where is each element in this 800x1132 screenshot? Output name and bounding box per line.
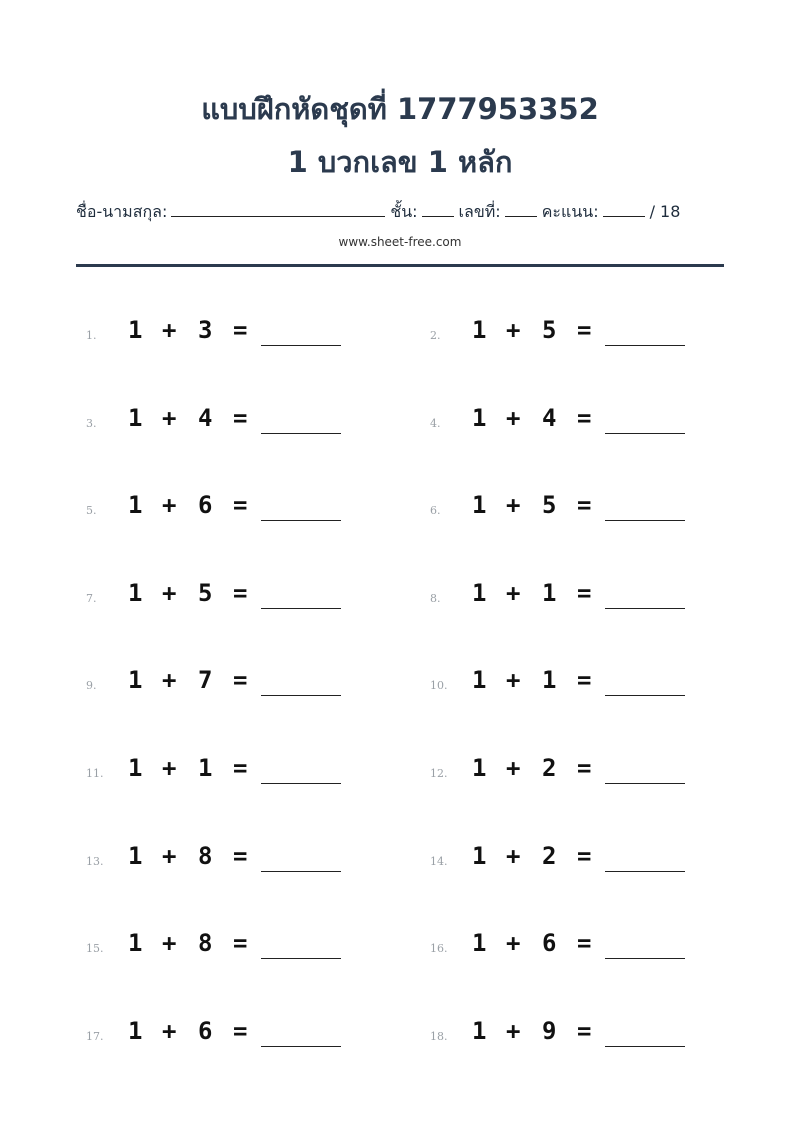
first-operand: 1	[472, 666, 487, 695]
answer-blank[interactable]	[261, 520, 341, 521]
answer-blank[interactable]	[261, 345, 341, 346]
class-blank[interactable]	[422, 200, 454, 217]
first-operand: 1	[128, 841, 143, 870]
worksheet-subtitle: 1 บวกเลข 1 หลัก	[287, 145, 513, 179]
equals-sign: =	[233, 666, 248, 695]
problem-number: 2.	[430, 329, 441, 342]
operator-plus: +	[506, 1016, 521, 1045]
equals-sign: =	[577, 929, 592, 958]
equals-sign: =	[577, 1016, 592, 1045]
operator-plus: +	[162, 841, 177, 870]
first-operand: 1	[472, 403, 487, 432]
problem-number: 11.	[86, 767, 104, 780]
equals-sign: =	[577, 491, 592, 520]
operator-plus: +	[162, 316, 177, 344]
number-blank[interactable]	[505, 200, 537, 217]
answer-blank[interactable]	[261, 1046, 341, 1047]
operator-plus: +	[162, 578, 177, 607]
problem-number: 6.	[430, 504, 441, 518]
name-blank[interactable]	[171, 200, 385, 217]
problem-item	[430, 1007, 730, 1047]
website-url: www.sheet-free.com	[338, 235, 462, 249]
second-operand: 4	[542, 403, 557, 432]
answer-blank[interactable]	[605, 783, 685, 784]
first-operand: 1	[472, 316, 487, 344]
equals-sign: =	[233, 578, 248, 607]
problem-number: 9.	[86, 679, 97, 693]
problem-item	[430, 394, 730, 434]
problem-item	[86, 481, 386, 521]
problem-number: 1.	[86, 329, 97, 342]
equals-sign: =	[233, 1016, 248, 1045]
problem-number: 8.	[430, 591, 441, 605]
first-operand: 1	[472, 929, 487, 958]
answer-blank[interactable]	[605, 871, 685, 872]
second-operand: 5	[198, 578, 213, 607]
first-operand: 1	[128, 403, 143, 432]
operator-plus: +	[162, 666, 177, 695]
equals-sign: =	[577, 666, 592, 695]
operator-plus: +	[506, 578, 521, 607]
score-label: คะแนน:	[541, 202, 599, 221]
score-total: / 18	[649, 202, 681, 221]
answer-blank[interactable]	[605, 520, 685, 521]
first-operand: 1	[128, 666, 143, 695]
second-operand: 1	[198, 754, 213, 782]
operator-plus: +	[506, 491, 521, 520]
second-operand: 5	[542, 491, 557, 520]
second-operand: 1	[542, 666, 557, 695]
answer-blank[interactable]	[605, 433, 685, 434]
second-operand: 8	[198, 929, 213, 958]
problem-number: 15.	[86, 942, 104, 956]
score-blank[interactable]	[603, 200, 645, 217]
problem-item	[86, 569, 386, 609]
problem-item	[430, 832, 730, 872]
answer-blank[interactable]	[605, 1046, 685, 1047]
first-operand: 1	[128, 1016, 143, 1045]
equals-sign: =	[233, 841, 248, 870]
header-divider	[76, 264, 724, 267]
equals-sign: =	[577, 578, 592, 607]
problem-item	[86, 744, 386, 784]
answer-blank[interactable]	[261, 783, 341, 784]
problem-item	[430, 481, 730, 521]
operator-plus: +	[506, 316, 521, 344]
problem-number: 12.	[430, 767, 448, 780]
second-operand: 8	[198, 841, 213, 870]
problem-item	[86, 832, 386, 872]
operator-plus: +	[506, 841, 521, 870]
problem-number: 4.	[430, 416, 441, 430]
equals-sign: =	[233, 403, 248, 432]
problem-number: 18.	[430, 1029, 448, 1043]
problem-item	[430, 306, 730, 346]
equals-sign: =	[233, 754, 248, 782]
first-operand: 1	[472, 1016, 487, 1045]
problem-item	[430, 744, 730, 784]
problem-item	[430, 569, 730, 609]
answer-blank[interactable]	[261, 958, 341, 959]
second-operand: 6	[198, 1016, 213, 1045]
answer-blank[interactable]	[605, 958, 685, 959]
student-info-row	[76, 200, 724, 225]
problem-number: 7.	[86, 591, 97, 605]
equals-sign: =	[233, 316, 248, 344]
first-operand: 1	[128, 491, 143, 520]
first-operand: 1	[128, 316, 143, 344]
first-operand: 1	[472, 754, 487, 782]
problem-item	[430, 656, 730, 696]
operator-plus: +	[162, 403, 177, 432]
answer-blank[interactable]	[261, 871, 341, 872]
equals-sign: =	[577, 316, 592, 344]
answer-blank[interactable]	[605, 695, 685, 696]
operator-plus: +	[162, 929, 177, 958]
problem-item	[86, 306, 386, 346]
second-operand: 6	[198, 491, 213, 520]
number-label: เลขที่:	[458, 202, 501, 221]
equals-sign: =	[577, 754, 592, 782]
operator-plus: +	[506, 754, 521, 782]
class-label: ชั้น:	[390, 202, 418, 221]
operator-plus: +	[506, 929, 521, 958]
second-operand: 3	[198, 316, 213, 344]
problem-number: 3.	[86, 416, 97, 430]
operator-plus: +	[506, 666, 521, 695]
first-operand: 1	[128, 578, 143, 607]
first-operand: 1	[472, 578, 487, 607]
second-operand: 7	[198, 666, 213, 695]
answer-blank[interactable]	[605, 608, 685, 609]
first-operand: 1	[472, 841, 487, 870]
equals-sign: =	[577, 841, 592, 870]
equals-sign: =	[233, 491, 248, 520]
problem-item	[86, 656, 386, 696]
problem-number: 14.	[430, 854, 448, 868]
name-label: ชื่อ-นามสกุล:	[76, 202, 168, 221]
second-operand: 2	[542, 754, 557, 782]
equals-sign: =	[577, 403, 592, 432]
operator-plus: +	[162, 754, 177, 782]
second-operand: 2	[542, 841, 557, 870]
problem-item	[430, 919, 730, 959]
answer-blank[interactable]	[261, 608, 341, 609]
problem-number: 10.	[430, 679, 448, 693]
operator-plus: +	[162, 1016, 177, 1045]
second-operand: 4	[198, 403, 213, 432]
second-operand: 6	[542, 929, 557, 958]
first-operand: 1	[128, 929, 143, 958]
equals-sign: =	[233, 929, 248, 958]
problem-number: 16.	[430, 942, 448, 956]
worksheet-title: แบบฝึกหัดชุดที่ 1777953352	[201, 92, 599, 126]
problem-number: 13.	[86, 854, 104, 868]
answer-blank[interactable]	[605, 345, 685, 346]
first-operand: 1	[472, 491, 487, 520]
operator-plus: +	[162, 491, 177, 520]
second-operand: 9	[542, 1016, 557, 1045]
problem-item	[86, 1007, 386, 1047]
first-operand: 1	[128, 754, 143, 782]
problem-item	[86, 919, 386, 959]
answer-blank[interactable]	[261, 433, 341, 434]
problem-number: 5.	[86, 504, 97, 518]
second-operand: 1	[542, 578, 557, 607]
answer-blank[interactable]	[261, 695, 341, 696]
operator-plus: +	[506, 403, 521, 432]
problem-number: 17.	[86, 1029, 104, 1043]
second-operand: 5	[542, 316, 557, 344]
problem-item	[86, 394, 386, 434]
